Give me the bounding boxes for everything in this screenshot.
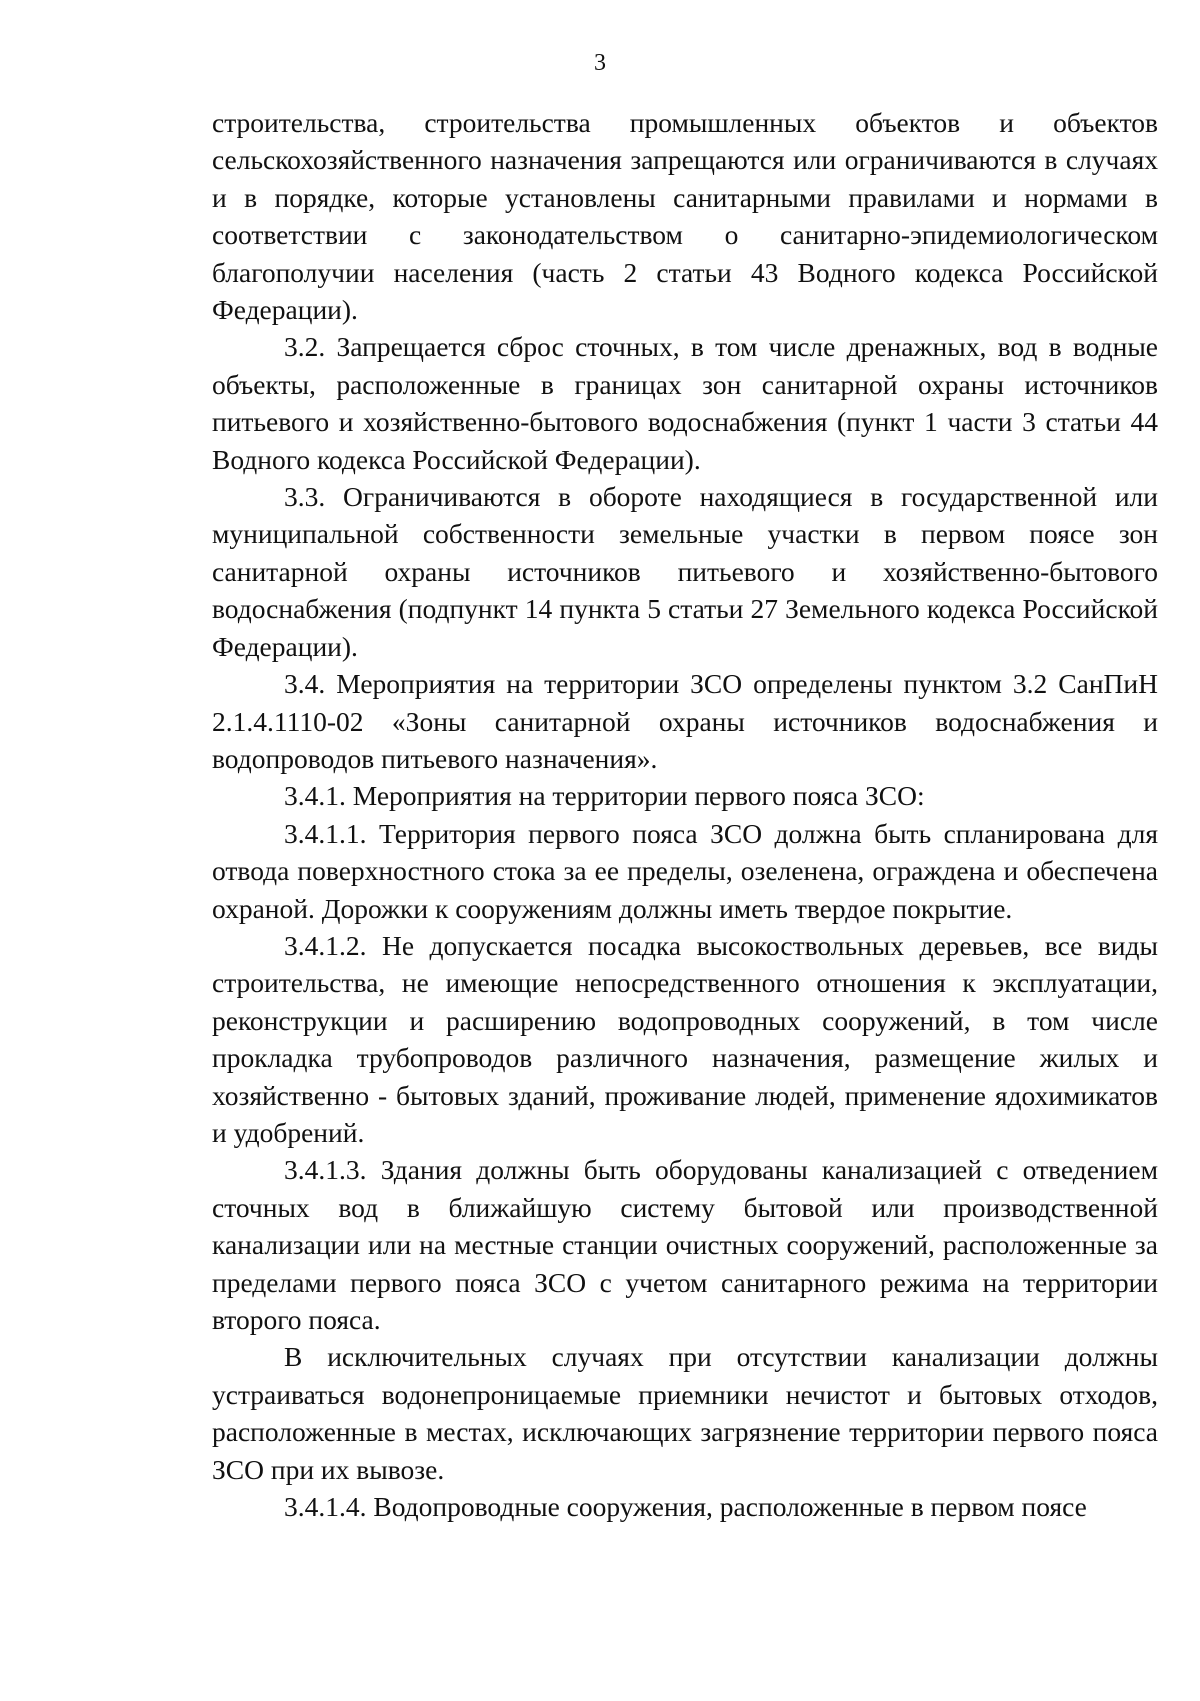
- paragraph-3-4-1-1: 3.4.1.1. Территория первого пояса ЗСО должна быть спланирована для отвода поверхностного стока за ее пределы, озеленена, ограждена и обеспечена охраной. Дорожки к сооружениям должны иметь твердое покрытие.: [212, 817, 1158, 924]
- paragraph-3-4-1: 3.4.1. Мероприятия на территории первого пояса ЗСО:: [284, 780, 925, 812]
- paragraph-3-4-1-3: 3.4.1.3. Здания должны быть оборудованы канализацией с отведением сточных вод в ближайшую систему бытовой или производственной канализации или на местные станции очистных сооружений, расположенные за пределами первого пояса ЗСО с учетом санитарного режима на территории второго пояса.: [212, 1154, 1158, 1335]
- paragraph-3-4: 3.4. Мероприятия на территории ЗСО определены пунктом 3.2 СанПиН 2.1.4.1110-02 «Зоны санитарной охраны источников водоснабжения и водопроводов питьевого назначения».: [212, 668, 1158, 774]
- document-body: [212, 104, 1158, 1525]
- paragraph-3-4-1-2: 3.4.1.2. Не допускается посадка высокоствольных деревьев, все виды строительства, не имеющие непосредственного отношения к эксплуатации, реконструкции и расширению водопроводных сооружений, в том числе прокладка трубопроводов различного назначения, размещение жилых и хозяйственно - бытовых зданий, проживание людей, применение ядохимикатов и удобрений.: [212, 929, 1158, 1148]
- paragraph-continuation: строительства, строительства промышленных объектов и объектов сельскохозяйственного назначения запрещаются или ограничиваются в случаях и в порядке, которые установлены санитарными правилами и нормами в соответствии с законодательством о санитарно-эпидемиологическом благополучии населения (часть 2 статьи 43 Водного кодекса Российской Федерации).: [212, 107, 1158, 326]
- page-number: 3: [594, 50, 606, 76]
- paragraph-3-2: 3.2. Запрещается сброс сточных, в том числе дренажных, вод в водные объекты, расположенные в границах зон санитарной охраны источников питьевого и хозяйственно-бытового водоснабжения (пункт 1 части 3 статьи 44 Водного кодекса Российской Федерации).: [212, 331, 1158, 475]
- paragraph-3-3: 3.3. Ограничиваются в обороте находящиеся в государственной или муниципальной собственности земельные участки в первом поясе зон санитарной охраны источников питьевого и хозяйственно-бытового водоснабжения (подпункт 14 пункта 5 статьи 27 Земельного кодекса Российской Федерации).: [212, 481, 1158, 662]
- paragraph-3-4-1-4: 3.4.1.4. Водопроводные сооружения, расположенные в первом поясе: [284, 1491, 1087, 1523]
- paragraph-exceptional-cases: В исключительных случаях при отсутствии канализации должны устраиваться водонепроницаемые приемники нечистот и бытовых отходов, расположенные в местах, исключающих загрязнение территории первого пояса ЗСО при их вывозе.: [212, 1341, 1158, 1485]
